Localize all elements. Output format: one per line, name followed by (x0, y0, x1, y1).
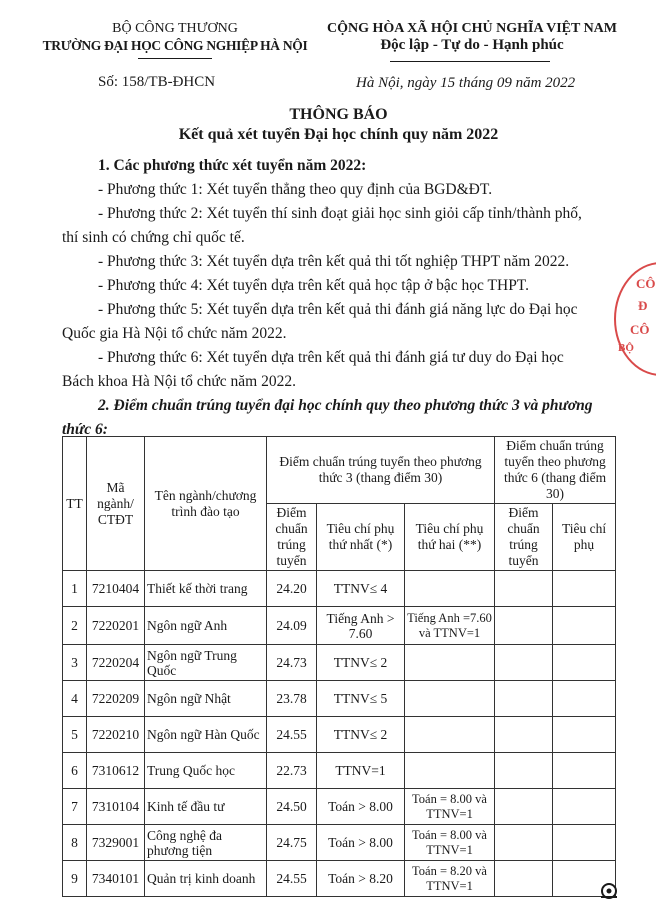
col-crit6: Tiêu chí phụ (553, 504, 616, 571)
results-table (62, 436, 616, 897)
col-group-method3: Điểm chuẩn trúng tuyển theo phương thức 3 (thang điểm 30) (267, 437, 495, 504)
header-left (40, 20, 310, 54)
notice-title: THÔNG BÁO (289, 106, 388, 123)
table-row: 2 7220201 Ngôn ngữ Anh 24.09 Tiếng Anh > 7.60 Tiếng Anh =7.60 và TTNV=1 (63, 607, 616, 645)
table-row: 6 7310612 Trung Quốc học 22.73 TTNV=1 (63, 753, 616, 789)
notice-subtitle: Kết quả xét tuyển Đại học chính quy năm 2022 (178, 126, 499, 143)
col-code: Mã ngành/ CTĐT (87, 437, 145, 571)
table-row: 4 7220209 Ngôn ngữ Nhật 23.78 TTNV≤ 5 (63, 681, 616, 717)
official-stamp: CÔ Đ CÔ BỘ (614, 262, 656, 376)
section-1-heading: 1. Các phương thức xét tuyển năm 2022: (98, 157, 367, 174)
table-row: 1 7210404 Thiết kế thời trang 24.20 TTNV≤ 4 (63, 571, 616, 607)
col-crit2: Tiêu chí phụ thứ hai (**) (405, 504, 495, 571)
doc-number: Số: 158/TB-ĐHCN (98, 74, 216, 90)
table-row: 5 7220210 Ngôn ngữ Hàn Quốc 24.55 TTNV≤ 2 (63, 717, 616, 753)
col-name: Tên ngành/chương trình đào tạo (145, 437, 267, 571)
col-score: Điểm chuẩn trúng tuyển (267, 504, 317, 571)
col-tt: TT (63, 437, 87, 571)
col-score6: Điểm chuẩn trúng tuyển (495, 504, 553, 571)
motto: Độc lập - Tự do - Hạnh phúc (380, 37, 564, 53)
col-crit1: Tiêu chí phụ thứ nhất (*) (317, 504, 405, 571)
method-3: - Phương thức 3: Xét tuyển dựa trên kết quả thi tốt nghiệp THPT năm 2022. (98, 253, 570, 270)
section-1 (62, 154, 598, 442)
place-date: Hà Nội, ngày 15 tháng 09 năm 2022 (356, 75, 576, 91)
school-name: TRƯỜNG ĐẠI HỌC CÔNG NGHIỆP HÀ NỘI (42, 38, 308, 53)
logo-icon (598, 880, 620, 902)
table-row: 9 7340101 Quản trị kinh doanh 24.55 Toán > 8.20 Toán = 8.20 và TTNV=1 (63, 861, 616, 897)
header-right (318, 20, 626, 54)
table-row: 8 7329001 Công nghệ đa phương tiện 24.75 Toán > 8.00 Toán = 8.00 và TTNV=1 (63, 825, 616, 861)
ministry-name: BỘ CÔNG THƯƠNG (112, 21, 238, 36)
method-4: - Phương thức 4: Xét tuyển dựa trên kết quả học tập ở bậc học THPT. (98, 277, 530, 294)
section-2-heading: 2. Điểm chuẩn trúng tuyển đại học chính quy theo phương thức 3 và phương thức 6: (62, 397, 593, 438)
method-2: - Phương thức 2: Xét tuyển thí sinh đoạt giải học sinh giỏi cấp tỉnh/thành phố, thí sinh có chứng chỉ quốc tế. (62, 205, 582, 246)
method-1: - Phương thức 1: Xét tuyển thẳng theo quy định của BGD&ĐT. (98, 181, 493, 198)
motto-underline (390, 61, 550, 62)
table-row: 3 7220204 Ngôn ngữ Trung Quốc 24.73 TTNV≤ 2 (63, 645, 616, 681)
left-header-rule (138, 58, 212, 59)
method-5: - Phương thức 5: Xét tuyển dựa trên kết quả thi đánh giá năng lực do Đại học Quốc gia Hà Nội tổ chức năm 2022. (62, 301, 578, 342)
col-group-method6: Điểm chuẩn trúng tuyển theo phương thức 6 (thang điểm 30) (495, 437, 616, 504)
method-6: - Phương thức 6: Xét tuyển dựa trên kết quả thi đánh giá tư duy do Đại học Bách khoa Hà Nội tổ chức năm 2022. (62, 349, 564, 390)
table-row: 7 7310104 Kinh tế đầu tư 24.50 Toán > 8.00 Toán = 8.00 và TTNV=1 (63, 789, 616, 825)
republic-title: CỘNG HÒA XÃ HỘI CHỦ NGHĨA VIỆT NAM (326, 21, 617, 36)
